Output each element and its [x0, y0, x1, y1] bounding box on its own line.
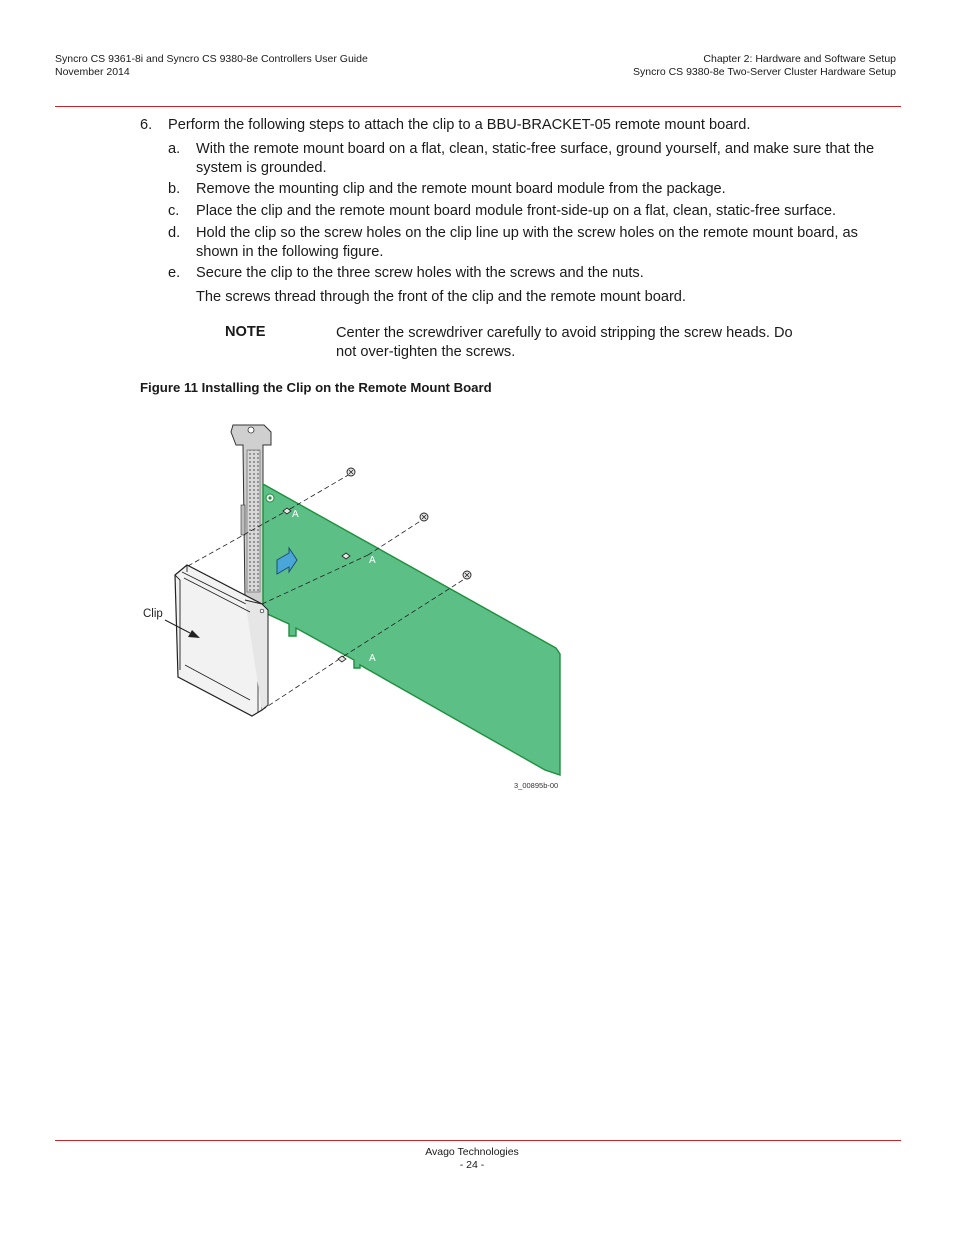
clip-label: Clip	[143, 608, 163, 620]
hole-label: A	[292, 509, 299, 520]
substep-letter: a.	[168, 141, 181, 157]
doc-title: Syncro CS 9361-8i and Syncro CS 9380-8e Controllers User Guide	[55, 53, 368, 65]
footer-rule	[55, 1140, 901, 1141]
chapter-title: Chapter 2: Hardware and Software Setup	[703, 53, 896, 65]
footer	[0, 1146, 944, 1172]
clip-installation-figure	[130, 410, 590, 800]
page-number: - 24 -	[459, 1159, 485, 1171]
substep-text: Place the clip and the remote mount board module front-side-up on a flat, clean, static-free surface.	[196, 203, 837, 219]
header-right	[633, 53, 896, 79]
hole-label: A	[369, 653, 376, 664]
figure-caption: Figure 11 Installing the Clip on the Remote Mount Board	[140, 380, 492, 395]
remote-mount-board	[263, 484, 560, 775]
note-text: Center the screwdriver carefully to avoid stripping the screw heads. Do not over-tighten the screws.	[336, 325, 793, 360]
screw-icon	[463, 571, 471, 579]
screw-icon	[347, 468, 355, 476]
screw-icon	[420, 513, 428, 521]
substep-letter: b.	[168, 181, 181, 197]
header-left	[55, 53, 368, 79]
substep-letter: d.	[168, 225, 181, 241]
part-number: 3_00895b-00	[514, 781, 559, 790]
step-text: Perform the following steps to attach the clip to a BBU-BRACKET-05 remote mount board.	[168, 117, 751, 133]
substep-text: Secure the clip to the three screw holes with the screws and the nuts.	[196, 265, 644, 281]
doc-date: November 2014	[55, 66, 130, 78]
substep-letter: e.	[168, 265, 181, 281]
step-number: 6.	[140, 117, 153, 133]
followup-text: The screws thread through the front of the clip and the remote mount board.	[196, 289, 686, 305]
figure-illustration	[130, 410, 590, 800]
note-label: NOTE	[225, 324, 266, 340]
header-rule	[55, 106, 901, 107]
substep-letter: c.	[168, 203, 180, 219]
hole-label: A	[369, 555, 376, 566]
substep-text: Remove the mounting clip and the remote mount board module from the package.	[196, 181, 726, 197]
section-title: Syncro CS 9380-8e Two-Server Cluster Hardware Setup	[632, 66, 896, 78]
substep-text: With the remote mount board on a flat, clean, static-free surface, ground yourself, and make sure that the system is grounded.	[196, 141, 875, 176]
footer-company: Avago Technologies	[425, 1146, 519, 1158]
substep-text: Hold the clip so the screw holes on the clip line up with the screw holes on the remote mount board, as shown in the following figure.	[196, 225, 858, 260]
